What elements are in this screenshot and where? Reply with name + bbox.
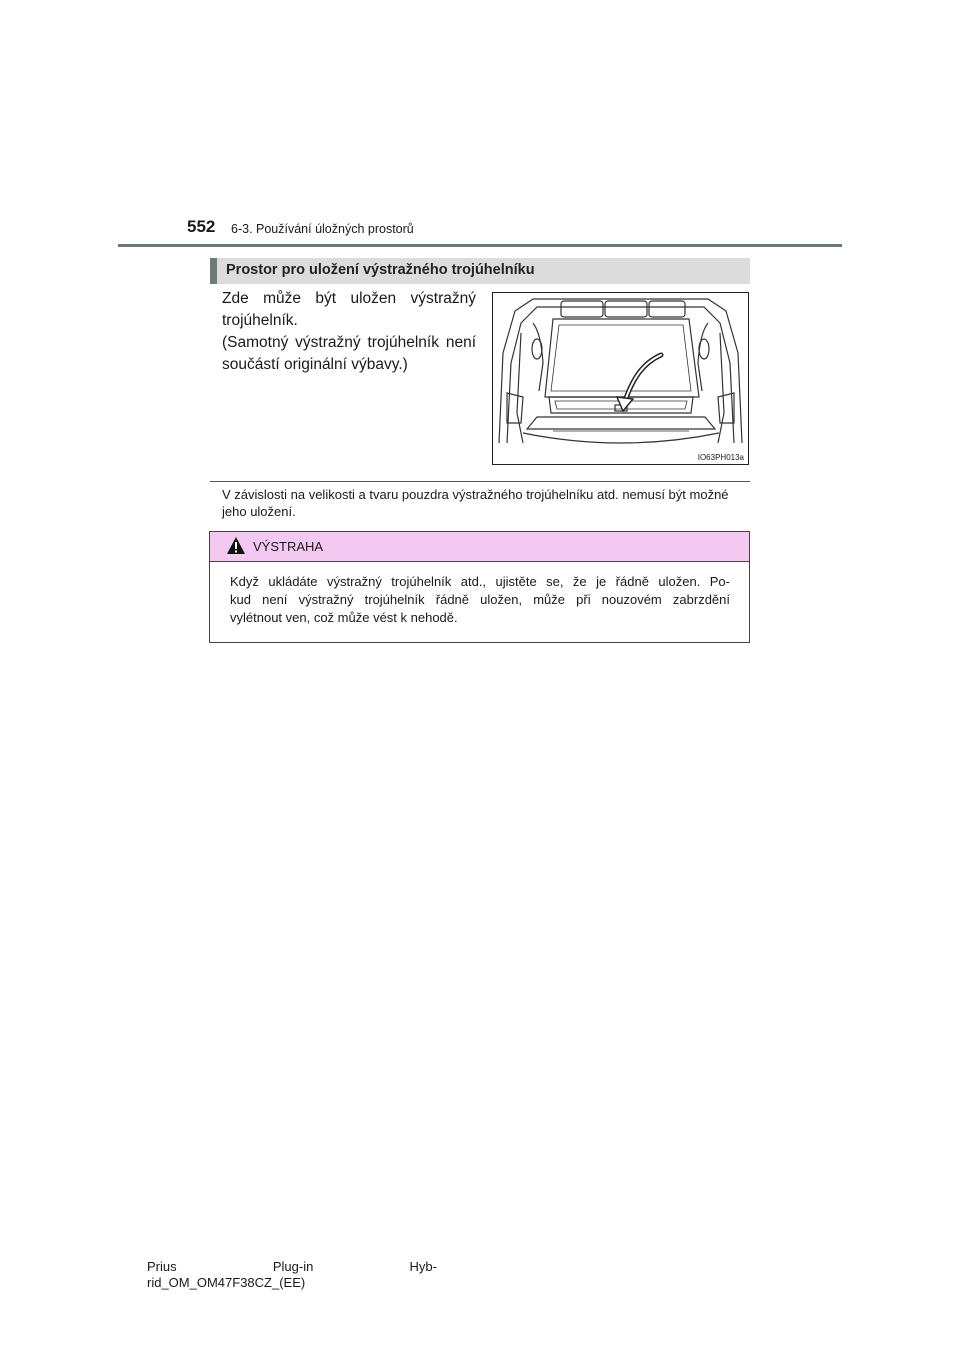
warning-box xyxy=(209,531,750,643)
page-number: 552 xyxy=(187,217,216,236)
figure-code: IO63PH013a xyxy=(697,453,744,462)
trunk-illustration xyxy=(492,292,749,465)
note-divider xyxy=(210,481,750,482)
chapter-title: 6-3. Používání úložných prostorů xyxy=(231,222,414,236)
warning-line: Když ukládáte výstražný trojúhelník atd., ujistěte se, že je řádně uložen. Po- xyxy=(230,574,730,589)
trunk-drawing xyxy=(493,293,748,464)
section-heading-bar xyxy=(210,258,750,284)
warning-line: vylétnout ven, což může vést k nehodě. xyxy=(230,610,458,625)
footer-word: Plug-in xyxy=(272,1259,314,1274)
warning-text xyxy=(230,573,730,627)
warning-title: VÝSTRAHA xyxy=(253,539,324,554)
section-title: Prostor pro uložení výstražného trojúhelníku xyxy=(226,262,535,278)
footer-word: Prius xyxy=(147,1259,177,1274)
warning-header xyxy=(210,532,749,562)
body-paragraph-2: (Samotný výstražný trojúhelník není součástí originální výbavy.) xyxy=(222,334,476,373)
footer-line-2: rid_OM_OM47F38CZ_(EE) xyxy=(147,1275,306,1290)
header-divider xyxy=(118,244,842,247)
body-text xyxy=(222,288,476,376)
footer-doc-id xyxy=(147,1259,437,1291)
footer-word: Hyb- xyxy=(409,1259,437,1274)
note-text: V závislosti na velikosti a tvaru pouzdra výstražného trojúhelníku atd. nemusí být možné jeho uložení. xyxy=(222,487,729,519)
footer-line-1 xyxy=(147,1259,437,1275)
warning-line: kud není výstražný trojúhelník řádně uložen, může při nouzovém zabrzdění xyxy=(230,592,730,607)
body-paragraph-1: Zde může být uložen výstražný trojúhelník. xyxy=(222,290,476,329)
warning-triangle-icon xyxy=(226,536,246,555)
